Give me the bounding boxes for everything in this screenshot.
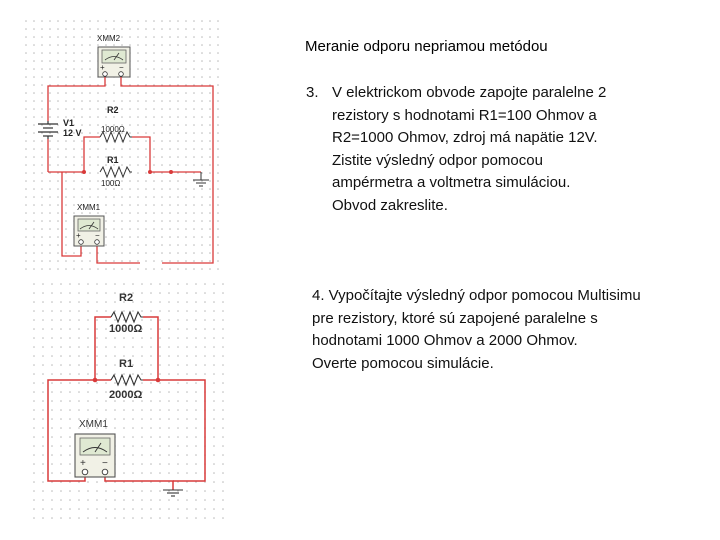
task-3-number: 3. — [306, 84, 319, 101]
r2-value: 1000Ω — [101, 125, 125, 134]
v1-name: V1 — [63, 118, 75, 128]
junction-dot — [148, 170, 152, 174]
junction-dot — [93, 378, 98, 383]
r1-name: R1 — [107, 155, 119, 165]
task-3 — [306, 82, 666, 217]
task-3-line: ampérmetra a voltmetra simuláciou. — [332, 174, 571, 191]
r2-name: R2 — [119, 292, 134, 304]
top-circuit-diagram — [25, 20, 220, 270]
junction-dot — [169, 170, 173, 174]
task-4-line: pre rezistory, ktoré sú zapojené paralelne s — [312, 309, 598, 327]
page-title: Meranie odporu nepriamou metódou — [305, 38, 548, 55]
r1-value: 100Ω — [101, 179, 121, 188]
xmm1-plus: + — [76, 231, 81, 240]
multimeter-xmm2[interactable] — [98, 47, 130, 77]
task-3-line: Zistite výsledný odpor pomocou — [332, 151, 543, 169]
junction-dot — [82, 170, 86, 174]
xmm2-plus: + — [100, 63, 105, 72]
r2-value: 1000Ω — [109, 323, 143, 335]
task-4-line: hodnotami 1000 Ohmov a 2000 Ohmov. — [312, 332, 578, 349]
multimeter-xmm1[interactable] — [75, 434, 115, 477]
xmm1-plus: + — [80, 458, 86, 469]
bottom-circuit-diagram — [33, 283, 230, 519]
xmm1-label: XMM1 — [79, 419, 108, 430]
task-3-line: Obvod zakreslite. — [332, 196, 448, 214]
r1-value: 2000Ω — [109, 389, 143, 401]
task-3-line: R2=1000 Ohmov, zdroj má napätie 12V. — [332, 129, 598, 146]
xmm2-minus: − — [119, 63, 124, 72]
xmm2-label: XMM2 — [97, 34, 121, 43]
junction-dot — [156, 378, 161, 383]
r1-name: R1 — [119, 358, 134, 370]
task-3-line: V elektrickom obvode zapojte paralelne 2 — [332, 84, 607, 101]
r2-name: R2 — [107, 105, 119, 115]
task-4 — [312, 285, 702, 375]
v1-value: 12 V — [63, 128, 82, 138]
xmm1-minus: − — [95, 231, 100, 240]
xmm1-label: XMM1 — [77, 203, 101, 212]
task-3-line: rezistory s hodnotami R1=100 Ohmov a — [332, 106, 597, 124]
xmm1-minus: − — [102, 458, 108, 469]
task-4-line: 4. Vypočítajte výsledný odpor pomocou Multisimu — [312, 287, 641, 304]
task-4-line: Overte pomocou simulácie. — [312, 354, 494, 372]
grid-background — [33, 283, 230, 519]
